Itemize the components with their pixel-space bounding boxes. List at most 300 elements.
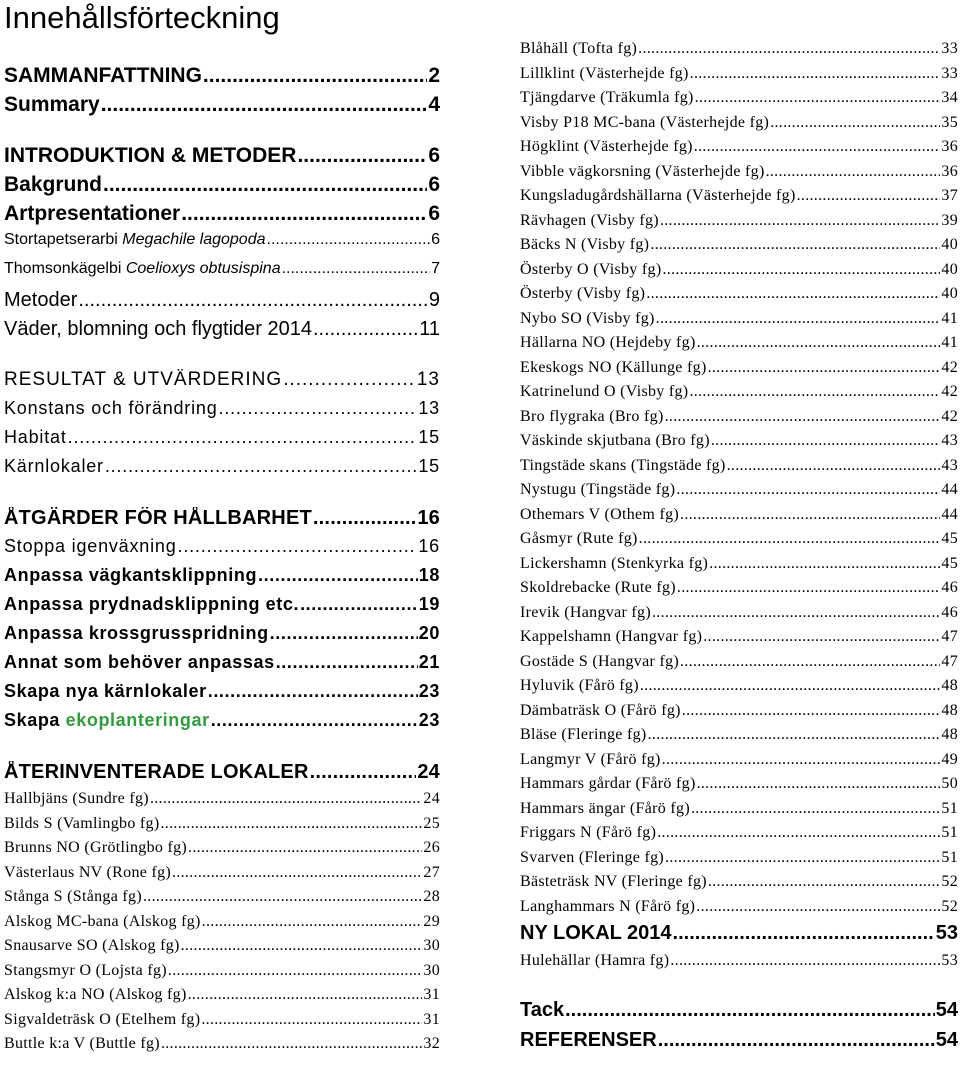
toc-page-number: 23: [418, 710, 440, 730]
toc-left-column: [4, 64, 440, 1060]
toc-page-number: 51: [941, 824, 958, 841]
toc-entry-label: Snausarve SO (Alskog fg): [4, 937, 180, 954]
toc-page-number: 9: [428, 289, 440, 311]
toc-entry[interactable]: [520, 432, 958, 457]
toc-entry[interactable]: [4, 681, 440, 710]
toc-page-number: 16: [417, 507, 440, 529]
toc-entry-label: Bro flygraka (Bro fg): [520, 407, 664, 425]
toc-page-number: 43: [941, 432, 958, 449]
toc-page-number: 42: [941, 383, 958, 400]
toc-entry[interactable]: [4, 1035, 440, 1060]
toc-dot-leader: [708, 359, 941, 377]
toc-entry[interactable]: [520, 310, 958, 335]
toc-dot-leader: [313, 318, 418, 341]
toc-entry[interactable]: [520, 922, 958, 952]
toc-entry[interactable]: [4, 536, 440, 565]
toc-dot-leader: [697, 334, 941, 352]
toc-page-number: 47: [941, 652, 958, 670]
toc-page-number: 26: [423, 839, 440, 856]
toc-entry[interactable]: [520, 506, 958, 531]
toc-entry[interactable]: [4, 623, 440, 652]
toc-entry-label: Stangsmyr O (Lojsta fg): [4, 961, 167, 979]
toc-entry-label: Ekeskogs NO (Källunge fg): [520, 358, 707, 376]
toc-page-number: 33: [941, 40, 958, 57]
toc-page-number: 18: [418, 565, 440, 585]
toc-dot-leader: [690, 65, 941, 83]
toc-entry-label: Irevik (Hangvar fg): [520, 603, 651, 621]
toc-spacer: [4, 739, 440, 761]
toc-entry-label: Skapa ekoplanteringar: [4, 710, 210, 730]
toc-page-number: 44: [941, 481, 958, 498]
toc-entry[interactable]: [4, 231, 440, 260]
toc-page-number: 52: [941, 897, 958, 915]
toc-entry-label: Lickershamn (Stenkyrka fg): [520, 554, 709, 572]
toc-page-number: 36: [941, 138, 958, 155]
toc-entry[interactable]: [4, 594, 440, 623]
toc-entry[interactable]: [520, 677, 958, 702]
toc-entry-label: Västerlaus NV (Rone fg): [4, 863, 172, 881]
toc-entry[interactable]: [4, 144, 440, 173]
toc-entry-label: Hallbjäns (Sundre fg): [4, 790, 149, 807]
toc-entry-label: Väskinde skjutbana (Bro fg): [520, 432, 710, 449]
toc-page-number: 24: [423, 790, 440, 807]
toc-entry[interactable]: [520, 65, 958, 90]
toc-entry[interactable]: [520, 383, 958, 408]
toc-entry-label: Kappelshamn (Hangvar fg): [520, 628, 703, 645]
toc-entry-label: Stånga S (Stånga fg): [4, 888, 142, 905]
toc-dot-leader: [665, 408, 941, 426]
toc-dot-leader: [219, 398, 418, 419]
toc-dot-leader: [638, 40, 940, 58]
toc-dot-leader: [711, 432, 941, 450]
toc-page-number: 41: [941, 309, 958, 327]
toc-entry-label: Vibble vägkorsning (Västerhejde fg): [520, 162, 765, 180]
toc-dot-leader: [680, 653, 940, 671]
toc-entry-label: Hällarna NO (Hejdeby fg): [520, 334, 696, 351]
toc-page-number: 16: [418, 536, 440, 556]
toc-entry[interactable]: [520, 187, 958, 212]
toc-dot-leader: [150, 790, 422, 808]
toc-dot-leader: [670, 952, 940, 970]
toc-page-number: 41: [941, 334, 958, 351]
toc-dot-leader: [657, 824, 940, 842]
toc-entry-label: Anpassa prydnadsklippning etc.: [4, 594, 300, 614]
toc-page-number: 11: [419, 318, 440, 340]
toc-entry-label: Bakgrund: [4, 173, 103, 196]
toc-entry-label: Stortapetserarbi Megachile lagopoda: [4, 231, 266, 248]
toc-entry[interactable]: [520, 481, 958, 506]
toc-entry-label: Dämbaträsk O (Fårö fg): [520, 701, 681, 719]
toc-entry-label: Langhammars N (Fårö fg): [520, 897, 696, 915]
toc-entry[interactable]: [4, 962, 440, 987]
toc-dot-leader: [662, 751, 941, 769]
toc-entry[interactable]: [520, 824, 958, 849]
toc-page-number: 43: [941, 456, 958, 474]
toc-dot-leader: [68, 427, 418, 448]
toc-dot-leader: [680, 506, 940, 524]
toc-entry-label: Habitat: [4, 427, 67, 447]
toc-page-number: 19: [418, 594, 440, 614]
toc-dot-leader: [696, 898, 940, 916]
toc-entry[interactable]: [520, 555, 958, 580]
toc-dot-leader: [300, 594, 418, 615]
toc-dot-leader: [695, 89, 941, 107]
toc-entry-label: Visby P18 MC-bana (Västerhejde fg): [520, 113, 770, 131]
toc-entry-label: Brunns NO (Grötlingbo fg): [4, 839, 188, 856]
toc-entry[interactable]: [520, 579, 958, 604]
toc-dot-leader: [727, 457, 941, 475]
toc-dot-leader: [797, 187, 941, 205]
toc-dot-leader: [105, 456, 418, 477]
toc-page-number: 40: [941, 236, 958, 253]
toc-dot-leader: [691, 800, 940, 818]
toc-entry[interactable]: [520, 952, 958, 977]
toc-entry[interactable]: [520, 1029, 958, 1059]
toc-entry-label: Friggars N (Fårö fg): [520, 824, 657, 841]
toc-dot-leader: [211, 710, 418, 731]
toc-entry-label: Svarven (Fleringe fg): [520, 848, 665, 866]
toc-entry[interactable]: [520, 800, 958, 825]
toc-entry-label: Österby O (Visby fg): [520, 260, 662, 278]
toc-page-number: 48: [941, 677, 958, 694]
toc-entry[interactable]: [520, 653, 958, 678]
toc-dot-leader: [660, 212, 940, 230]
toc-entry-label: Konstans och förändring: [4, 398, 218, 418]
toc-page-number: 52: [941, 873, 958, 890]
toc-entry-label: Kungsladugårdshällarna (Västerhejde fg): [520, 187, 796, 204]
toc-entry-label: Blåhäll (Tofta fg): [520, 40, 638, 57]
toc-entry-label: REFERENSER: [520, 1028, 657, 1051]
toc-entry[interactable]: [520, 898, 958, 923]
toc-dot-leader: [172, 864, 422, 882]
toc-dot-leader: [694, 138, 941, 156]
toc-entry[interactable]: [520, 163, 958, 188]
toc-entry[interactable]: [4, 427, 440, 456]
toc-dot-leader: [258, 565, 418, 586]
toc-page-number: 2: [428, 64, 440, 87]
toc-dot-leader: [202, 913, 423, 931]
toc-page-number: 4: [428, 93, 440, 116]
toc-entry[interactable]: [520, 873, 958, 898]
toc-entry-label: Metoder: [4, 289, 78, 311]
toc-page-number: 13: [416, 369, 440, 390]
toc-entry-label: Annat som behöver anpassas: [4, 652, 275, 672]
toc-entry[interactable]: [4, 289, 440, 318]
toc-dot-leader: [650, 236, 940, 254]
toc-entry[interactable]: [4, 318, 440, 347]
toc-page-number: 34: [941, 89, 958, 106]
toc-entry[interactable]: [4, 456, 440, 485]
toc-page-number: 13: [418, 398, 440, 418]
toc-entry-label: RESULTAT & UTVÄRDERING: [4, 369, 283, 390]
toc-entry[interactable]: [520, 775, 958, 800]
toc-entry-label: Bäcks N (Visby fg): [520, 236, 650, 253]
toc-dot-leader: [103, 173, 427, 197]
toc-dot-leader: [188, 839, 422, 857]
toc-entry-label: Buttle k:a V (Buttle fg): [4, 1035, 160, 1052]
toc-dot-leader: [648, 726, 941, 744]
toc-entry[interactable]: [4, 507, 440, 536]
toc-dot-leader: [143, 888, 422, 906]
toc-entry-label: Lillklint (Västerhejde fg): [520, 64, 689, 82]
toc-entry[interactable]: [4, 565, 440, 594]
toc-dot-leader: [270, 623, 418, 644]
toc-dot-leader: [665, 849, 940, 867]
toc-dot-leader: [101, 93, 428, 117]
toc-page-number: 48: [941, 701, 958, 719]
toc-page-number: 20: [418, 623, 440, 643]
toc-page-number: 40: [941, 285, 958, 302]
toc-page-number: 54: [935, 1028, 958, 1051]
toc-entry[interactable]: [4, 839, 440, 864]
toc-dot-leader: [297, 144, 427, 168]
toc-entry-label: Hyluvik (Fårö fg): [520, 677, 639, 694]
toc-entry-label: ÅTERINVENTERADE LOKALER: [4, 761, 309, 783]
toc-dot-leader: [689, 383, 940, 401]
toc-dot-leader: [703, 628, 940, 646]
toc-entry-label: Gåsmyr (Rute fg): [520, 530, 638, 547]
toc-entry[interactable]: [520, 236, 958, 261]
toc-page-number: 46: [941, 579, 958, 596]
toc-entry-label: Sigvaldeträsk O (Etelhem fg): [4, 1010, 201, 1028]
toc-entry[interactable]: [520, 359, 958, 384]
toc-entry[interactable]: [520, 702, 958, 727]
toc-entry-label: Tingstäde skans (Tingstäde fg): [520, 456, 726, 474]
toc-page-number: 37: [941, 187, 958, 204]
toc-page-number: 30: [423, 937, 440, 954]
toc-entry-label: Alskog k:a NO (Alskog fg): [4, 986, 187, 1003]
toc-dot-leader: [208, 681, 418, 702]
toc-entry-label: Skapa nya kärnlokaler: [4, 681, 207, 701]
toc-spacer: [4, 122, 440, 144]
toc-dot-leader: [646, 285, 940, 303]
toc-page-number: 15: [418, 427, 440, 447]
toc-entry[interactable]: [4, 888, 440, 913]
toc-entry[interactable]: [4, 864, 440, 889]
toc-entry-label: Nystugu (Tingstäde fg): [520, 481, 676, 498]
toc-dot-leader: [313, 507, 416, 530]
toc-entry-label: Högklint (Västerhejde fg): [520, 138, 693, 155]
toc-page-number: 32: [423, 1035, 440, 1052]
toc-page-number: 36: [941, 162, 958, 180]
toc-entry[interactable]: [4, 202, 440, 231]
toc-entry-label: Bästeträsk NV (Fleringe fg): [520, 873, 707, 890]
toc-dot-leader: [181, 937, 423, 955]
toc-page-number: 31: [423, 986, 440, 1003]
toc-dot-leader: [276, 652, 418, 673]
toc-page-number: 49: [941, 750, 958, 768]
toc-entry-label: Tjängdarve (Träkumla fg): [520, 89, 694, 106]
toc-dot-leader: [178, 536, 418, 557]
toc-page-number: 31: [423, 1010, 440, 1028]
toc-entry[interactable]: [4, 710, 440, 739]
toc-dot-leader: [267, 231, 431, 249]
toc-entry[interactable]: [4, 260, 440, 289]
toc-page-number: 50: [941, 775, 958, 792]
toc-entry[interactable]: [4, 761, 440, 790]
toc-entry[interactable]: [520, 334, 958, 359]
toc-dot-leader: [662, 261, 940, 279]
toc-page-number: 24: [417, 761, 440, 783]
toc-entry[interactable]: [4, 369, 440, 398]
toc-page-number: 33: [941, 64, 958, 82]
toc-entry-label: Langmyr V (Fårö fg): [520, 750, 661, 768]
toc-entry[interactable]: [520, 285, 958, 310]
toc-page-number: 44: [941, 505, 958, 523]
toc-entry-label: Bilds S (Vamlingbo fg): [4, 814, 160, 832]
toc-dot-leader: [201, 1011, 422, 1029]
toc-entry-label: Anpassa krossgrusspridning: [4, 623, 269, 643]
toc-entry[interactable]: [4, 398, 440, 427]
toc-entry[interactable]: [520, 212, 958, 237]
toc-dot-leader: [161, 815, 423, 833]
toc-entry-label: Hammars gårdar (Fårö fg): [520, 775, 696, 792]
toc-entry[interactable]: [520, 89, 958, 114]
toc-page-number: 40: [941, 260, 958, 278]
toc-entry-label: ÅTGÄRDER FÖR HÅLLBARHET: [4, 507, 312, 529]
toc-page-number: 25: [423, 814, 440, 832]
toc-page-number: 45: [941, 554, 958, 572]
toc-page-number: 29: [423, 912, 440, 930]
toc-page-number: 39: [941, 211, 958, 229]
toc-page-number: 27: [423, 863, 440, 881]
toc-entry-label: Österby (Visby fg): [520, 285, 646, 302]
toc-page-number: 30: [423, 961, 440, 979]
toc-entry-label: Gostäde S (Hangvar fg): [520, 652, 679, 670]
toc-page-number: 42: [941, 358, 958, 376]
toc-page-number: 35: [941, 113, 958, 131]
toc-entry-label: Nybo SO (Visby fg): [520, 309, 655, 327]
toc-dot-leader: [658, 1029, 935, 1052]
toc-page-number: 46: [941, 603, 958, 621]
toc-entry[interactable]: [520, 628, 958, 653]
toc-dot-leader: [656, 310, 941, 328]
toc-entry-label: Kärnlokaler: [4, 456, 104, 476]
toc-dot-leader: [282, 260, 431, 278]
toc-dot-leader: [78, 289, 428, 312]
toc-entry-label: Artpresentationer: [4, 202, 181, 225]
toc-entry-label: Tack: [520, 998, 565, 1021]
toc-dot-leader: [640, 677, 941, 695]
toc-dot-leader: [673, 922, 935, 945]
toc-page-number: 53: [941, 952, 958, 969]
toc-page-number: 54: [935, 998, 958, 1021]
toc-right-column: [520, 40, 958, 1059]
toc-entry[interactable]: [520, 114, 958, 139]
toc-page-number: 51: [941, 799, 958, 817]
toc-entry-label: Väder, blomning och flygtider 2014: [4, 318, 312, 340]
toc-page-number: 28: [423, 888, 440, 905]
toc-dot-leader: [168, 962, 423, 980]
toc-dot-leader: [697, 775, 941, 793]
toc-page-number: 7: [431, 260, 440, 277]
toc-entry[interactable]: [4, 986, 440, 1011]
toc-dot-leader: [766, 163, 941, 181]
toc-dot-leader: [770, 114, 940, 132]
toc-dot-leader: [676, 481, 940, 499]
page-title: Innehållsförteckning: [4, 0, 280, 35]
toc-entry-label: Bläse (Fleringe fg): [520, 726, 647, 743]
toc-dot-leader: [709, 555, 940, 573]
toc-spacer: [4, 485, 440, 507]
toc-entry-label: Othemars V (Othem fg): [520, 505, 680, 523]
toc-entry[interactable]: [520, 849, 958, 874]
toc-entry[interactable]: [4, 652, 440, 681]
toc-entry-label: Hammars ängar (Fårö fg): [520, 799, 690, 817]
toc-page-number: 15: [418, 456, 440, 476]
toc-dot-leader: [181, 202, 427, 226]
toc-dot-leader: [161, 1035, 422, 1053]
toc-entry[interactable]: [4, 64, 440, 93]
toc-entry-label: Summary: [4, 93, 100, 116]
toc-page-number: 53: [935, 922, 958, 944]
toc-entry[interactable]: [520, 261, 958, 286]
toc-spacer: [4, 347, 440, 369]
toc-page-number: 6: [428, 202, 440, 225]
toc-dot-leader: [188, 986, 423, 1004]
toc-entry-label: Skoldrebacke (Rute fg): [520, 579, 676, 596]
toc-dot-leader: [310, 761, 417, 784]
toc-page-number: 45: [941, 530, 958, 547]
toc-entry[interactable]: [520, 457, 958, 482]
toc-entry[interactable]: [4, 937, 440, 962]
toc-page-number: 47: [941, 628, 958, 645]
toc-entry[interactable]: [520, 530, 958, 555]
toc-page-number: 6: [431, 231, 440, 248]
toc-entry[interactable]: [520, 604, 958, 629]
toc-entry[interactable]: [4, 790, 440, 815]
toc-page-number: 42: [941, 407, 958, 425]
toc-entry[interactable]: [4, 815, 440, 840]
toc-entry[interactable]: [520, 408, 958, 433]
toc-page-number: 23: [418, 681, 440, 701]
toc-entry-label: Thomsonkägelbi Coelioxys obtusispina: [4, 260, 281, 277]
toc-entry[interactable]: [520, 138, 958, 163]
toc-entry[interactable]: [4, 913, 440, 938]
toc-dot-leader: [283, 369, 416, 391]
toc-entry[interactable]: [520, 40, 958, 65]
toc-entry-label: Stoppa igenväxning: [4, 536, 177, 556]
toc-page-number: 6: [428, 173, 440, 196]
toc-entry-label: Alskog MC-bana (Alskog fg): [4, 912, 201, 930]
toc-dot-leader: [677, 579, 941, 597]
toc-entry[interactable]: [520, 726, 958, 751]
toc-spacer: [520, 977, 958, 999]
toc-entry-label: Katrinelund O (Visby fg): [520, 383, 689, 400]
toc-entry[interactable]: [520, 751, 958, 776]
toc-dot-leader: [708, 873, 941, 891]
toc-entry-label: Hulehällar (Hamra fg): [520, 952, 670, 969]
toc-entry[interactable]: [4, 173, 440, 202]
toc-dot-leader: [682, 702, 941, 720]
toc-page-number: 21: [418, 652, 440, 672]
toc-dot-leader: [639, 530, 941, 548]
toc-entry-label: SAMMANFATTNING: [4, 64, 202, 87]
toc-entry[interactable]: [4, 93, 440, 122]
toc-page-number: 48: [941, 726, 958, 743]
toc-entry-label: Rävhagen (Visby fg): [520, 211, 659, 229]
toc-page-number: 51: [941, 848, 958, 866]
toc-entry[interactable]: [520, 999, 958, 1029]
toc-dot-leader: [203, 64, 427, 88]
toc-dot-leader: [652, 604, 940, 622]
toc-entry-label: NY LOKAL 2014: [520, 922, 672, 944]
toc-entry[interactable]: [4, 1011, 440, 1036]
toc-page-number: 6: [428, 144, 440, 167]
toc-entry-label: INTRODUKTION & METODER: [4, 144, 297, 167]
toc-dot-leader: [565, 999, 935, 1022]
toc-entry-label: Anpassa vägkantsklippning: [4, 565, 258, 585]
